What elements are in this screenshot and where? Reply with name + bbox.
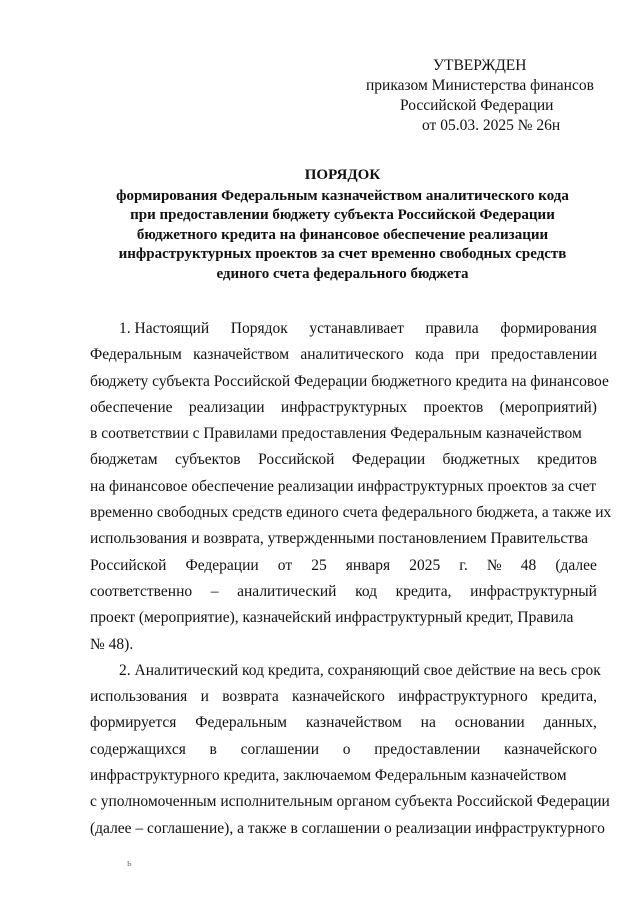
text-word: и (200, 688, 209, 706)
text-word: 1. Настоящий (119, 320, 210, 337)
approval-date-line: от 05.03. 2025 № 26н (422, 117, 561, 134)
text-word: инфраструктурного (398, 688, 528, 706)
text-word: от (277, 556, 293, 574)
document-heading: ПОРЯДОК (304, 167, 381, 183)
text-word: бюджетам (90, 451, 158, 469)
text-word: (мероприятий) (499, 398, 597, 416)
document-body (90, 316, 612, 842)
text-word: аналитический (237, 582, 337, 600)
text-word: аналитического (300, 346, 404, 364)
text-word: кредита, (395, 582, 452, 600)
text-word: (далее (555, 556, 597, 574)
text-word: № (486, 556, 502, 574)
text-line (90, 395, 597, 421)
text-word: казначейством (193, 346, 290, 364)
text-word: проект (мероприятие), казначейский инфраструктурный кредит, Правила (90, 609, 574, 627)
text-line (90, 526, 597, 552)
text-word: при (455, 346, 480, 364)
text-word: бюджету субъекта Российской Федерации бюджетного кредита на финансовое (90, 372, 609, 390)
text-word: Российской (90, 556, 167, 574)
text-line (90, 605, 597, 631)
text-word: субъектов (175, 451, 241, 469)
text-word: основании (454, 714, 525, 732)
text-word: 48 (520, 556, 537, 574)
text-line (90, 658, 601, 684)
text-line (90, 500, 612, 526)
approval-stamp (330, 56, 630, 136)
text-word: с уполномоченным исполнительным органом субъекта Российской Федерации (90, 793, 610, 811)
text-line (90, 789, 610, 815)
text-word: кредита, (541, 688, 597, 706)
text-word: – (210, 582, 219, 600)
text-word: использования (90, 688, 188, 706)
text-word: г. (459, 556, 468, 574)
text-line (90, 710, 597, 736)
text-line (90, 579, 597, 605)
text-word: формирования (500, 320, 597, 337)
text-word: устанавливает (309, 320, 404, 337)
text-word: кредитов (537, 451, 597, 469)
text-word: содержащихся (90, 740, 186, 758)
text-word: на (420, 714, 436, 732)
text-word: формируется (90, 714, 177, 732)
text-word: возврата (222, 688, 279, 706)
text-word: (далее – соглашение), а также в соглашении о реализации инфраструктурного (90, 819, 605, 837)
text-word: Федеральным (195, 714, 287, 732)
text-word: Российской (258, 451, 335, 469)
text-word: данных, (543, 714, 597, 732)
paragraph-1 (90, 316, 612, 658)
title-line: при предоставлении бюджету субъекта Российской Федерации (130, 207, 555, 223)
text-word: на финансовое обеспечение реализации инфраструктурных проектов за счет (90, 477, 597, 495)
text-line (90, 737, 597, 763)
text-word: правила (425, 320, 479, 337)
text-line (90, 369, 609, 395)
text-word: бюджетных (442, 451, 520, 469)
text-line (90, 421, 597, 447)
text-word: о (342, 740, 351, 758)
text-line (90, 816, 605, 842)
text-word: временно свободных средств единого счета федерального бюджета, а также их (90, 504, 612, 522)
text-word: 25 (311, 556, 327, 574)
text-word: использования и возврата, утвержденными постановлением Правительства (90, 530, 589, 548)
title-line: инфраструктурных проектов за счет временно свободных средств (118, 246, 567, 262)
text-line (90, 632, 597, 658)
text-word: Федерации (185, 556, 259, 574)
text-word: соответственно (90, 582, 193, 600)
title-line: формирования Федеральным казначейством аналитического кода (116, 187, 569, 204)
text-line (90, 316, 597, 342)
title-line: бюджетного кредита на финансовое обеспечение реализации (136, 226, 549, 243)
text-word: в (209, 740, 217, 758)
text-word: № 48). (90, 635, 134, 653)
text-word: января (345, 556, 391, 574)
text-word: казначейского (504, 740, 597, 758)
paragraph-2 (90, 658, 610, 842)
approval-order-line: приказом Министерства финансов (366, 77, 594, 94)
text-word: инфраструктурный (470, 582, 597, 600)
text-word: реализации (188, 398, 265, 416)
text-word: кода (415, 346, 444, 364)
text-line (90, 684, 597, 710)
text-word: 2. Аналитический код кредита, сохраняющий свое действие на весь срок (119, 661, 601, 679)
text-word: Федерации (351, 451, 426, 469)
text-line (90, 474, 597, 500)
text-line (90, 553, 597, 579)
text-line (90, 342, 597, 368)
text-word: Порядок (230, 320, 288, 337)
document-title (80, 166, 605, 284)
text-word: Федеральным (90, 346, 182, 364)
text-line (90, 763, 597, 789)
text-word: в соответствии с Правилами предоставления Федеральным казначейством (90, 425, 582, 443)
text-word: инфраструктурных (280, 398, 408, 416)
text-word: проектов (423, 398, 484, 416)
text-word: код (355, 582, 378, 600)
text-word: соглашении (240, 740, 320, 758)
text-word: предоставлении (490, 346, 597, 364)
text-word: предоставлении (374, 740, 481, 758)
scan-mark: ь (127, 858, 132, 869)
text-word: обеспечение (90, 398, 173, 416)
text-word: инфраструктурного кредита, заключаемом Федеральным казначейством (90, 767, 567, 785)
approval-title: УТВЕРЖДЕН (433, 57, 527, 74)
text-word: казначейством (305, 714, 402, 732)
text-word: казначейского (292, 688, 385, 706)
text-line (90, 447, 597, 473)
approval-ministry-line: Российской Федерации (400, 97, 554, 114)
text-word: 2025 (409, 556, 441, 574)
title-line: единого счета федерального бюджета (216, 265, 469, 282)
